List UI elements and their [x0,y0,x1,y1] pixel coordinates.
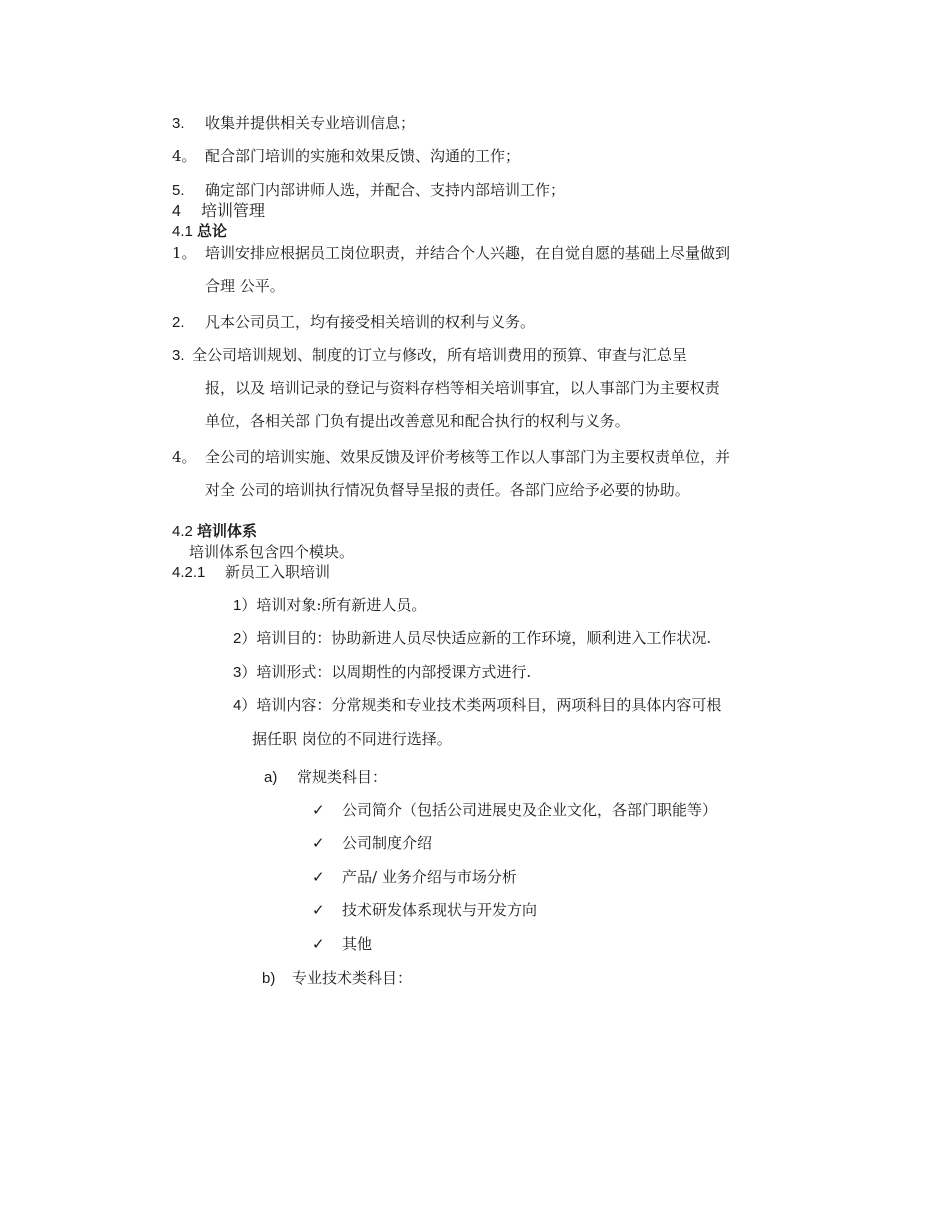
subsection-title: 培训体系 [197,523,258,540]
item-number: 5. [172,182,185,199]
item-number: 4） [233,697,257,714]
training-item [233,595,426,616]
subsubsection-title: 新员工入职培训 [225,563,331,581]
item-number: 3. [172,347,185,364]
subsection-number: 4.1 [172,223,193,240]
item-text: 全公司培训规划、制度的订立与修改，所有培训费用的预算、审查与汇总呈 [192,346,688,364]
training-item [233,695,721,716]
sub-category-text: 专业技术类科目： [292,969,413,987]
general-item [172,243,730,263]
item-text: 全公司的培训实施、效果反馈及评价考核等工作以人事部门为主要权责单位，并 [205,448,731,466]
item-number: 3. [172,115,185,132]
item-continuation: 报，以及 培训记录的登记与资料存档等相关培训事宜，以人事部门为主要权责 [205,379,720,397]
item-text: 培训形式：以周期性的内部授课方式进行. [256,663,532,681]
checkmark-icon: ✓ [312,868,325,886]
item-number: 2） [233,630,257,647]
item-text: 凡本公司员工，均有接受相关培训的权利与义务。 [205,313,536,331]
section-heading [172,201,265,222]
checkmark-icon: ✓ [312,935,325,953]
checkmark-icon: ✓ [312,801,325,819]
checklist-item: 其他 [342,935,373,953]
item-number: 3） [233,664,257,681]
subsection-number: 4.2 [172,523,193,540]
checklist-item: 公司制度介绍 [342,834,433,852]
general-item [172,447,730,467]
item-text: 培训内容：分常规类和专业技术类两项科目，两项科目的具体内容可根 [256,696,722,714]
item-continuation: 对全 公司的培训执行情况负督导呈报的责任。各部门应给予必要的协助。 [205,481,690,499]
item-number: 1。 [172,244,197,262]
item-text: 培训对象:所有新进人员。 [256,596,427,614]
item-text: 培训安排应根据员工岗位职责，并结合个人兴趣，在自觉自愿的基础上尽量做到 [205,244,731,262]
checklist-item: 产品/ 业务介绍与市场分析 [342,868,517,886]
item-number: 2. [172,314,185,331]
item-text: 培训目的：协助新进人员尽快适应新的工作环境，顺利进入工作状况. [256,629,712,647]
checklist-item: 技术研发体系现状与开发方向 [342,901,538,919]
subsection-title: 总论 [197,223,228,240]
sub-category [262,968,412,989]
item-number: 4。 [172,448,197,466]
subsubsection-heading [172,562,330,583]
subsubsection-number: 4.2.1 [172,564,206,581]
sub-category-letter: a) [264,769,278,786]
checklist-item: 公司简介（包括公司进展史及企业文化，各部门职能等） [342,801,718,819]
item-continuation: 据任职 岗位的不同进行选择。 [252,730,452,748]
section-number: 4 [172,203,181,220]
item-continuation: 合理 公平。 [205,277,285,295]
intro-item [172,146,520,166]
item-continuation: 单位，各相关部 门负有提出改善意见和配合执行的权利与义务。 [205,412,630,430]
section-title: 培训管理 [201,201,266,220]
training-item [233,628,711,649]
checkmark-icon: ✓ [312,901,325,919]
subsection-heading [172,522,257,542]
system-intro: 培训体系包含四个模块。 [189,543,355,561]
sub-category-letter: b) [262,970,276,987]
item-text: 配合部门培训的实施和效果反馈、沟通的工作； [205,147,521,165]
item-number: 1） [233,597,257,614]
intro-item [172,113,415,134]
item-text: 确定部门内部讲师人选，并配合、支持内部培训工作； [205,181,566,199]
sub-category-text: 常规类科目： [297,768,388,786]
sub-category [264,767,387,788]
item-text: 收集并提供相关专业培训信息； [205,114,416,132]
general-item [172,345,687,366]
training-item [233,662,531,683]
intro-item [172,180,565,201]
checkmark-icon: ✓ [312,834,325,852]
general-item [172,312,535,333]
item-number: 4。 [172,147,197,165]
subsection-heading [172,222,227,242]
